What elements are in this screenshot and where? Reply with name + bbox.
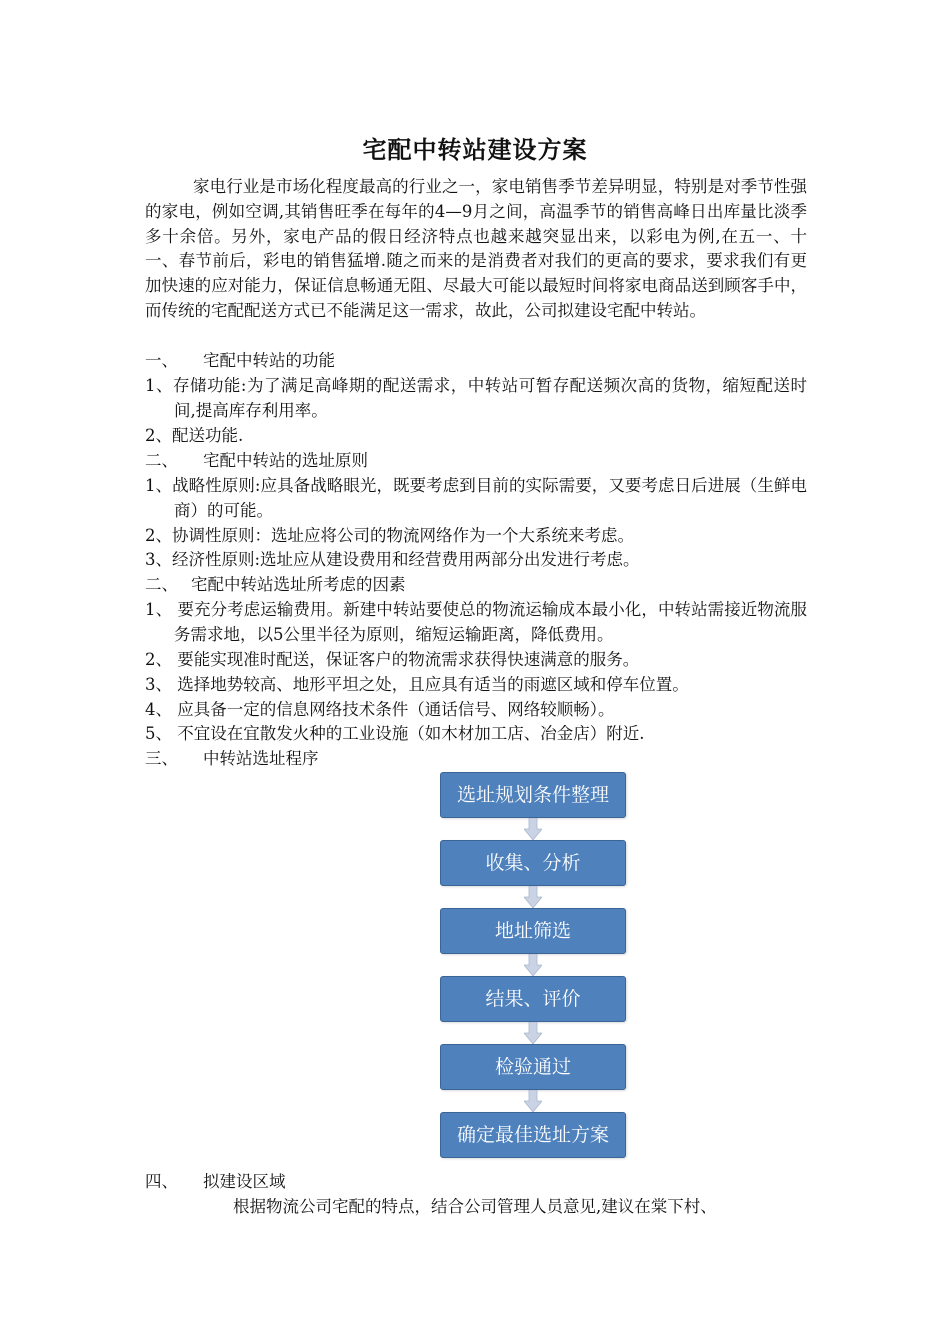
list-item: 4、 应具备一定的信息网络技术条件（通话信号、网络较顺畅）。 xyxy=(145,700,615,719)
down-arrow-icon xyxy=(524,954,542,976)
flow-step-3: 地址筛选 xyxy=(440,908,626,954)
flow-step-5: 检验通过 xyxy=(440,1044,626,1090)
list-item: 1、存储功能:为了满足高峰期的配送需求，中转站可暂存配送频次高的货物，缩短配送时间,提高库存利用率。 xyxy=(145,376,807,420)
down-arrow-icon xyxy=(524,886,542,908)
flow-step-2: 收集、分析 xyxy=(440,840,626,886)
list-item: 2、配送功能. xyxy=(145,426,244,445)
intro-paragraph: 家电行业是市场化程度最高的行业之一，家电销售季节差异明显，特别是对季节性强的家电，例如空调,其销售旺季在每年的4—9月之间，高温季节的销售高峰日出库量比淡季多十余倍。另外，家电产品的假日经济特点也越来越突显出来，以彩电为例,在五一、十一、春节前后，彩电的销售猛增.随之而来的是消费者对我们的更高的要求，要求我们有更加快速的应对能力，保证信息畅通无阻、尽最大可能以最短时间将家电商品送到顾客手中，而传统的宅配配送方式已不能满足这一需求，故此，公司拟建设宅配中转站。 xyxy=(145,177,807,320)
section-heading-1 xyxy=(145,349,815,374)
section-title: 中转站选址程序 xyxy=(203,749,319,768)
list-item: 1、 要充分考虑运输费用。新建中转站要使总的物流运输成本最小化，中转站需接近物流服务需求地，以5公里半径为原则，缩短运输距离，降低费用。 xyxy=(145,600,807,644)
down-arrow-icon xyxy=(524,1090,542,1112)
section-heading-3 xyxy=(145,573,815,598)
list-item: 2、 要能实现准时配送，保证客户的物流需求获得快速满意的服务。 xyxy=(145,650,640,669)
list-item: 2、协调性原则：选址应将公司的物流网络作为一个大系统来考虑。 xyxy=(145,526,634,545)
section-heading-4 xyxy=(145,747,815,772)
section-number: 一、 xyxy=(145,351,178,370)
section-number: 二、 xyxy=(145,575,178,594)
flow-step-1: 选址规划条件整理 xyxy=(440,772,626,818)
section-number: 二、 xyxy=(145,451,178,470)
flow-step-6: 确定最佳选址方案 xyxy=(440,1112,626,1158)
site-selection-flowchart xyxy=(440,770,626,1160)
down-arrow-icon xyxy=(524,1022,542,1044)
section-title: 拟建设区域 xyxy=(203,1172,286,1191)
flow-step-4: 结果、评价 xyxy=(440,976,626,1022)
document-title: 宅配中转站建设方案 xyxy=(362,136,588,164)
section-heading-5 xyxy=(145,1170,815,1195)
list-item: 3、经济性原则:选址应从建设费用和经营费用两部分出发进行考虑。 xyxy=(145,550,640,569)
section-title: 宅配中转站选址所考虑的因素 xyxy=(191,575,406,594)
section-title: 宅配中转站的选址原则 xyxy=(203,451,368,470)
section-number: 三、 xyxy=(145,749,178,768)
list-item: 3、 选择地势较高、地形平坦之处，且应具有适当的雨遮区域和停车位置。 xyxy=(145,675,689,694)
list-item: 1、战略性原则:应具备战略眼光，既要考虑到目前的实际需要，又要考虑日后进展（生鲜电商）的可能。 xyxy=(145,476,807,520)
down-arrow-icon xyxy=(524,818,542,840)
section-heading-2 xyxy=(145,449,815,474)
list-item: 5、 不宜设在宜散发火种的工业设施（如木材加工店、冶金店）附近. xyxy=(145,724,645,743)
section-title: 宅配中转站的功能 xyxy=(203,351,335,370)
closing-paragraph: 根据物流公司宅配的特点，结合公司管理人员意见,建议在棠下村、 xyxy=(233,1197,717,1216)
section-number: 四、 xyxy=(145,1172,178,1191)
